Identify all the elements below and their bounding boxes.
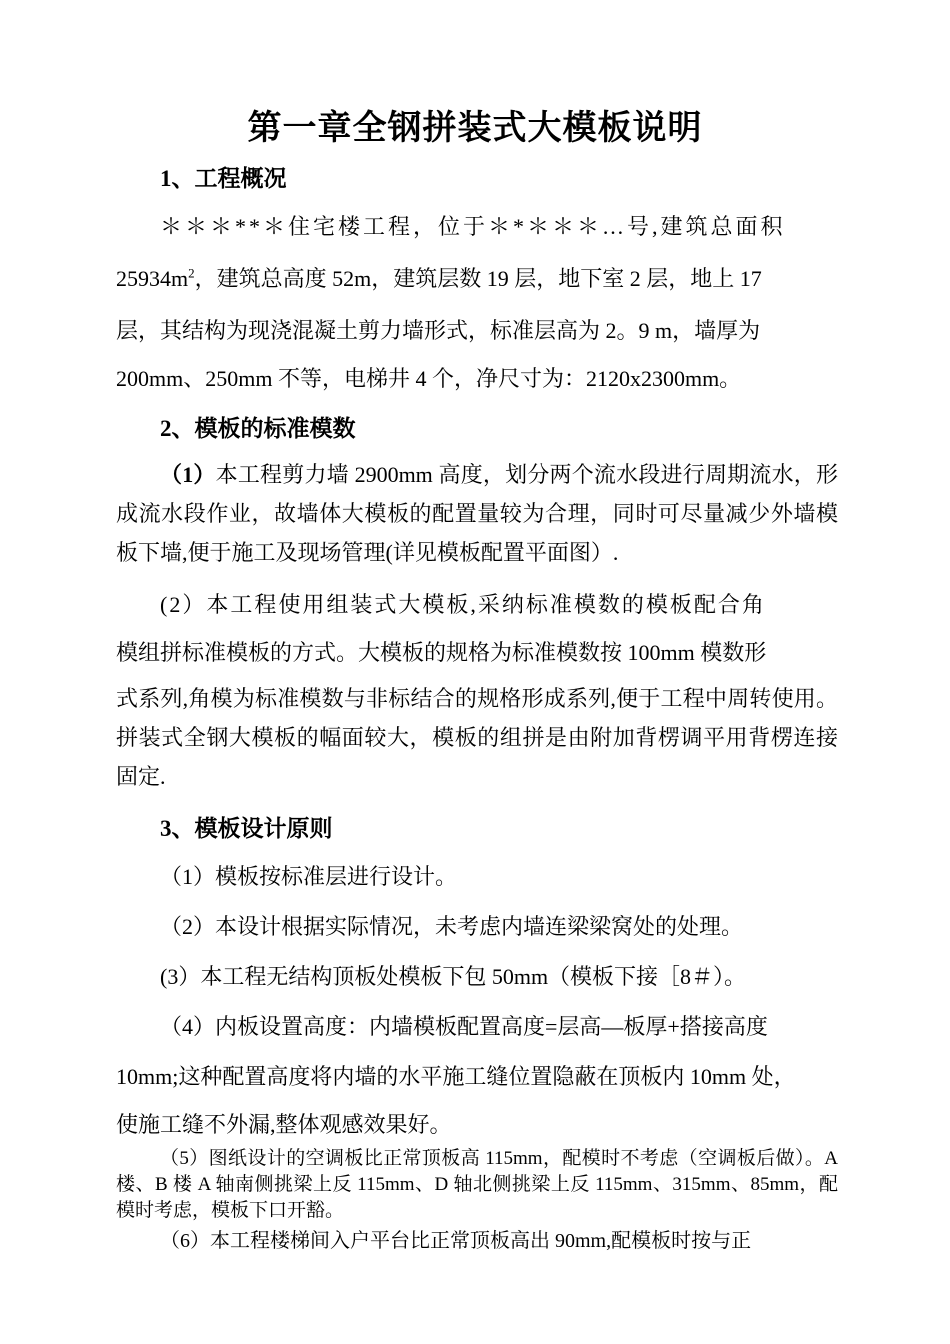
section-1-line-4: 200mm、250mm 不等，电梯井 4 个，净尺寸为：2120x2300mm。 xyxy=(116,366,742,391)
section-2-paragraph-1-text: 本工程剪力墙 2900mm 高度，划分两个流水段进行周期流水，形成流水段作业，故墙体大模板的配置量较为合理，同时可尽量减少外墙模板下墙,便于施工及现场管理(详见模板配置平面图）. xyxy=(116,462,838,565)
principle-item-2: （2）本设计根据实际情况，未考虑内墙连梁梁窝处的处理。 xyxy=(160,914,744,939)
section-2-paragraph-2-line-2: 模组拼标准模板的方式。大模板的规格为标准模数按 100mm 模数形 xyxy=(116,640,767,665)
principle-item-5: （5）图纸设计的空调板比正常顶板高 115mm，配模时不考虑（空调板后做）。A 楼、B 楼 A 轴南侧挑梁上反 115mm、D 轴北侧挑梁上反 115mm、315mm、85mm，配模时考虑，模板下口开豁。 xyxy=(116,1148,838,1221)
section-1-line-2 xyxy=(116,262,762,293)
principle-item-4-line-2: 10mm;这种配置高度将内墙的水平施工缝位置隐蔽在顶板内 10mm 处， xyxy=(116,1064,796,1089)
section-2-paragraph-2-line-1: (2）本工程使用组装式大模板,采纳标准模数的模板配合角 xyxy=(160,592,766,617)
paragraph-number: （1） xyxy=(160,462,216,487)
section-2-paragraph-2-rest: 式系列,角模为标准模数与非标结合的规格形成系列,便于工程中周转使用。拼装式全钢大模板的幅面较大，模板的组拼是由附加背楞调平用背楞连接固定. xyxy=(116,686,838,789)
principle-item-3: (3）本工程无结构顶板处模板下包 50mm（模板下接［8＃）。 xyxy=(160,964,747,989)
area-value: 25934m xyxy=(116,266,189,291)
section-heading-1: 1、工程概况 xyxy=(160,166,287,191)
section-1-line-2-rest: ，建筑总高度 52m，建筑层数 19 层，地下室 2 层，地上 17 xyxy=(194,266,762,291)
section-heading-2: 2、模板的标准模数 xyxy=(160,416,356,441)
section-heading-3: 3、模板设计原则 xyxy=(160,816,333,841)
principle-item-1: （1）模板按标准层进行设计。 xyxy=(160,864,458,889)
principle-item-6: （6）本工程楼梯间入户平台比正常顶板高出 90mm,配模板时按与正 xyxy=(160,1230,752,1252)
section-1-line-3: 层，其结构为现浇混凝土剪力墙形式，标准层高为 2。9 m，墙厚为 xyxy=(116,318,761,343)
principle-item-4-line-3: 使施工缝不外漏,整体观感效果好。 xyxy=(116,1112,452,1137)
area-superscript: 2 xyxy=(188,265,195,281)
section-2-paragraph-1 xyxy=(116,455,838,572)
principle-item-4-line-1: （4）内板设置高度：内墙模板配置高度=层高—板厚+搭接高度 xyxy=(160,1014,768,1039)
section-1-line-1: ＊＊＊**＊住宅楼工程，位于＊*＊＊＊…号,建筑总面积 xyxy=(160,214,786,239)
page-title: 第一章全钢拼装式大模板说明 xyxy=(247,110,703,147)
